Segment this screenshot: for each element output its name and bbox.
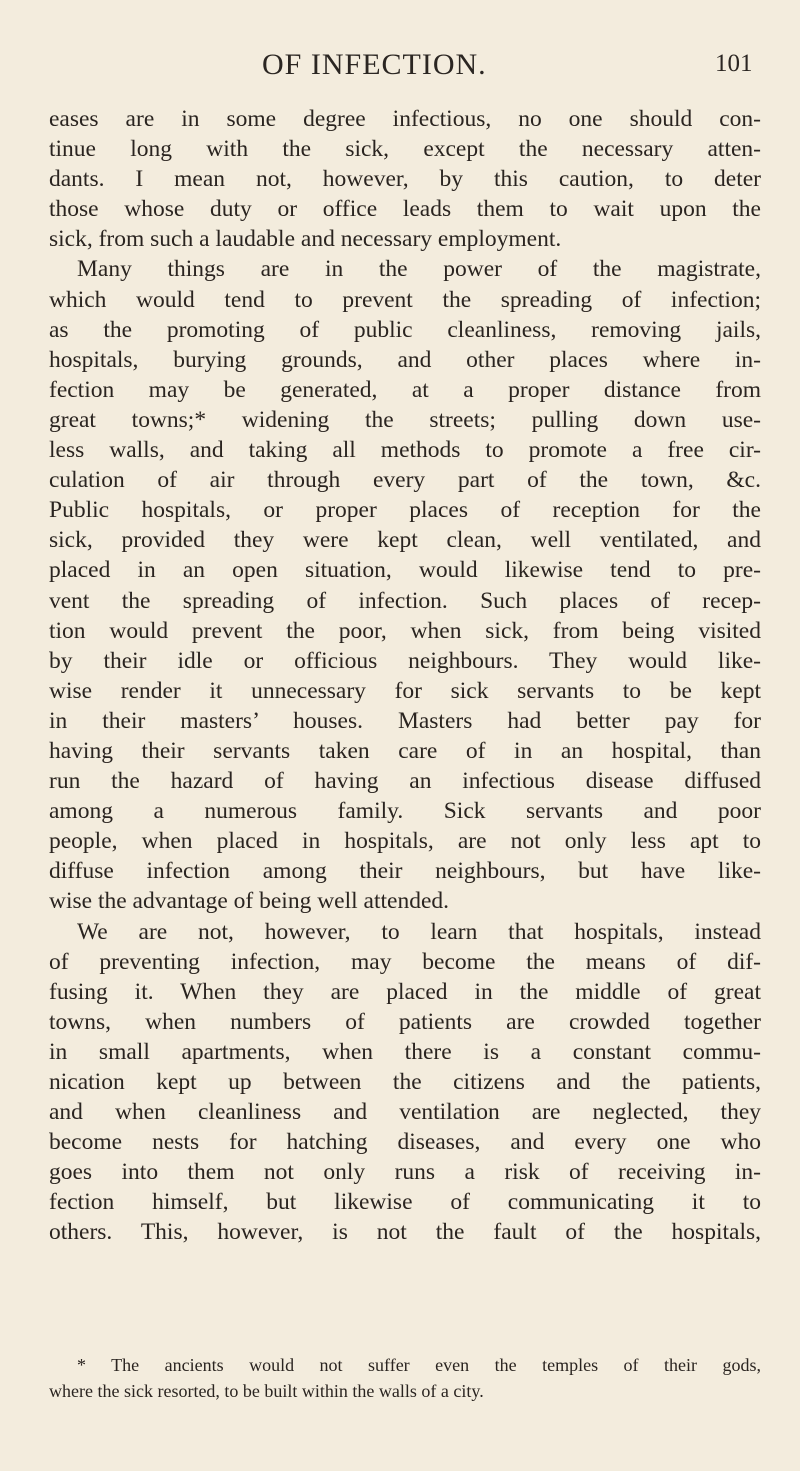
text-line: which would tend to prevent the spreading of infection; [49, 286, 761, 313]
text-line: eases are in some degree infectious, no one should con- [49, 106, 761, 132]
footnote-line: where the sick resorted, to be built within the walls of a city. [49, 1381, 484, 1401]
text-line: vent the spreading of infection. Such places of recep- [49, 587, 761, 614]
text-line: run the hazard of having an infectious disease diffused [49, 768, 761, 795]
text-line: nication kept up between the citizens and the patients, [49, 1069, 761, 1095]
text-line: Many things are in the power of the magistrate, [77, 256, 761, 283]
text-line: having their servants taken care of in an hospital, than [49, 737, 761, 764]
text-line: sick, provided they were kept clean, well ventilated, and [49, 527, 761, 554]
text-line: those whose duty or office leads them to wait upon the [49, 196, 761, 223]
text-line: and when cleanliness and ventilation are neglected, they [49, 1099, 761, 1126]
text-line: become nests for hatching diseases, and every one who [49, 1129, 761, 1156]
text-line: wise render it unnecessary for sick servants to be kept [49, 677, 761, 704]
text-line: great towns;* widening the streets; pulling down use- [49, 406, 761, 433]
text-line: wise the advantage of being well attended. [49, 888, 450, 915]
text-line: among a numerous family. Sick servants and poor [49, 798, 761, 825]
text-line: fection may be generated, at a proper distance from [49, 376, 761, 403]
page-header [0, 48, 800, 88]
footnote-line: * The ancients would not suffer even the temples of their gods, [77, 1355, 761, 1375]
body-text [49, 104, 761, 1248]
text-line: as the promoting of public cleanliness, removing jails, [49, 316, 761, 343]
text-line: in their masters’ houses. Masters had better pay for [49, 707, 761, 734]
footnote [49, 1352, 761, 1404]
text-line: by their idle or officious neighbours. They would like- [49, 647, 761, 674]
text-line: others. This, however, is not the fault of the hospitals, [49, 1219, 761, 1246]
text-line: sick, from such a laudable and necessary employment. [49, 226, 562, 253]
text-line: tinue long with the sick, except the necessary atten- [49, 136, 761, 163]
text-line: Public hospitals, or proper places of reception for the [49, 497, 761, 524]
text-line: placed in an open situation, would likewise tend to pre- [49, 557, 761, 584]
text-line: fection himself, but likewise of communicating it to [49, 1189, 761, 1216]
text-line: goes into them not only runs a risk of receiving in- [49, 1159, 761, 1186]
text-line: fusing it. When they are placed in the middle of great [49, 978, 761, 1005]
text-line: hospitals, burying grounds, and other places where in- [49, 346, 761, 373]
text-line: culation of air through every part of the town, &c. [49, 467, 761, 494]
text-line: We are not, however, to learn that hospitals, instead [77, 918, 761, 945]
running-title: OF INFECTION. [262, 48, 487, 81]
text-line: tion would prevent the poor, when sick, from being visited [49, 617, 761, 644]
page-number: 101 [715, 50, 753, 77]
text-line: of preventing infection, may become the means of dif- [49, 948, 761, 975]
text-line: less walls, and taking all methods to promote a free cir- [49, 437, 761, 464]
text-line: towns, when numbers of patients are crowded together [49, 1008, 761, 1035]
text-line: people, when placed in hospitals, are not only less apt to [49, 828, 761, 855]
text-line: diffuse infection among their neighbours, but have like- [49, 858, 761, 885]
text-line: dants. I mean not, however, by this caution, to deter [49, 166, 761, 193]
text-line: in small apartments, when there is a constant commu- [49, 1038, 761, 1065]
